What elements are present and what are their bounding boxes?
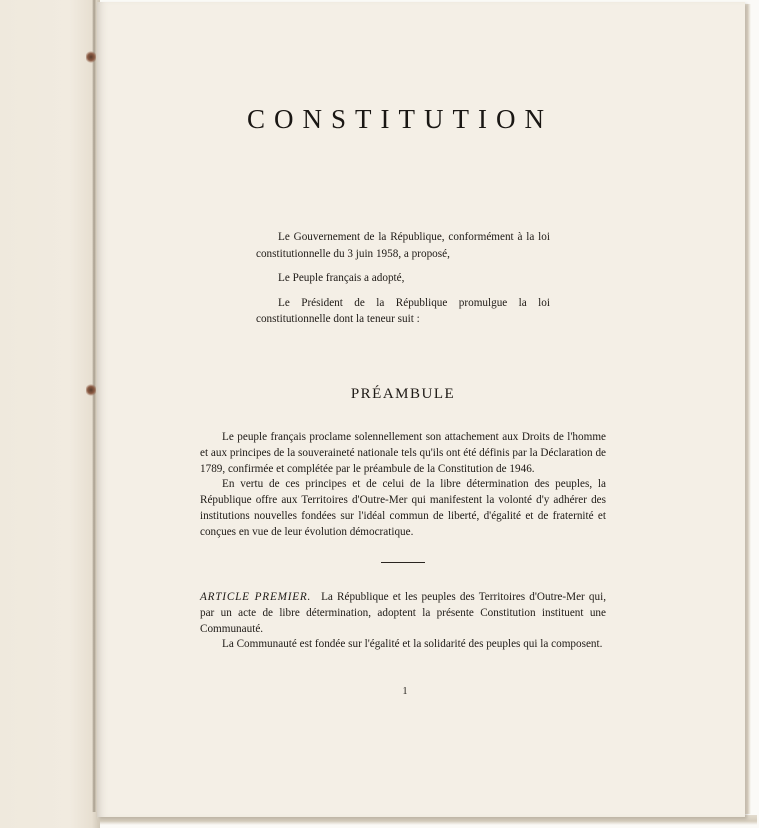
intro-paragraph: Le Peuple français a adopté, (278, 272, 405, 284)
article-title: ARTICLE PREMIER. (200, 591, 312, 603)
intro-paragraph: Le Président de la République promulgue la loi constitutionnelle dont la teneur suit : (256, 296, 550, 325)
left-page (0, 0, 100, 828)
gutter-shadow (92, 0, 96, 812)
preamble-body (200, 430, 606, 541)
binding-thread (86, 50, 96, 64)
article-paragraph (200, 590, 606, 637)
preamble-heading: PRÉAMBULE (350, 386, 456, 402)
intro-paragraph: Le Gouvernement de la République, conformément à la loi constitutionnelle du 3 juin 1958, a proposé, (256, 231, 550, 260)
article-text: La République et les peuples des Territoires d'Outre-Mer qui, par un acte de libre détermination, adoptent la présente Constitution instituent une Communauté. (200, 591, 606, 635)
section-divider (381, 562, 425, 563)
preamble-paragraph: Le peuple français proclame solennellement son attachement aux Droits de l'homme et aux principes de la souveraineté nationale tels qu'ils ont été définis par la Déclaration de 1789, confirmée et complétée par le préambule de la Constitution de 1946. (200, 431, 606, 475)
article-paragraph: La Communauté est fondée sur l'égalité et la solidarité des peuples qui la composent. (222, 638, 603, 651)
binding-thread (86, 383, 96, 397)
page-number: 1 (402, 686, 408, 697)
article-premier (200, 590, 606, 653)
preamble-paragraph: En vertu de ces principes et de celui de la libre détermination des peuples, la République offre aux Territoires d'Outre-Mer qui manifestent la volonté d'y adhérer des institutions nouvelles fondées sur l'idéal commun de liberté, d'égalité et de fraternité et conçues en vue de leur évolution démocratique. (200, 478, 606, 538)
document-title: CONSTITUTION (247, 104, 553, 134)
intro-block (256, 229, 550, 328)
